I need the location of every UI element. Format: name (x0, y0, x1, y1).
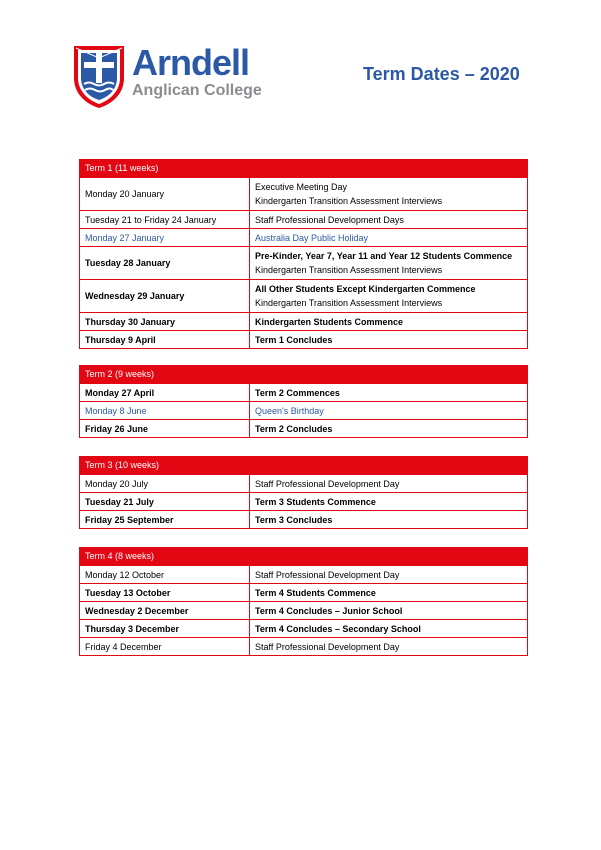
event-text: Kindergarten Transition Assessment Interviews (255, 196, 443, 206)
table-row (80, 312, 527, 330)
event-text: Staff Professional Development Day (255, 478, 400, 489)
event-text: Executive Meeting Day (255, 182, 348, 192)
term-heading: Term 2 (9 weeks) (80, 366, 527, 383)
event-text: Kindergarten Transition Assessment Interviews (255, 265, 443, 275)
event-text: Staff Professional Development Days (255, 214, 404, 225)
table-row (80, 419, 527, 437)
table-row (80, 583, 527, 601)
term-4-table (79, 547, 528, 656)
logo-name: Arndell (132, 42, 250, 83)
term-2-table (79, 365, 528, 438)
event-text: Kindergarten Transition Assessment Interviews (255, 298, 443, 308)
event-text: Queen's Birthday (255, 405, 324, 416)
table-row (80, 401, 527, 419)
date-cell: Tuesday 28 January (80, 247, 250, 279)
table-row (80, 565, 527, 583)
term-3-table (79, 456, 528, 529)
table-row (80, 228, 527, 246)
date-cell: Friday 4 December (80, 638, 250, 655)
table-row (80, 210, 527, 228)
event-text: Kindergarten Students Commence (255, 316, 404, 327)
date-cell: Thursday 9 April (80, 331, 250, 348)
event-text: Staff Professional Development Day (255, 641, 400, 652)
term-heading: Term 3 (10 weeks) (80, 457, 527, 474)
page-title: Term Dates – 2020 (363, 64, 520, 84)
date-cell: Monday 27 April (80, 384, 250, 401)
table-row (80, 246, 527, 279)
event-text: Term 3 Concludes (255, 514, 333, 525)
date-cell: Friday 25 September (80, 511, 250, 528)
date-cell: Monday 20 July (80, 475, 250, 492)
table-row (80, 637, 527, 655)
date-cell: Friday 26 June (80, 420, 250, 437)
date-cell: Tuesday 21 to Friday 24 January (80, 211, 250, 228)
date-cell: Wednesday 29 January (80, 280, 250, 312)
table-row (80, 492, 527, 510)
event-text: Term 4 Concludes – Junior School (255, 605, 403, 616)
college-crest-icon (72, 44, 126, 110)
event-text: Pre-Kinder, Year 7, Year 11 and Year 12 Students Commence (255, 251, 513, 261)
event-text: Term 2 Commences (255, 387, 340, 398)
date-cell: Monday 8 June (80, 402, 250, 419)
event-text: Term 4 Concludes – Secondary School (255, 623, 421, 634)
table-row (80, 619, 527, 637)
table-row (80, 330, 527, 348)
event-text: Australia Day Public Holiday (255, 232, 369, 243)
event-text: Term 2 Concludes (255, 423, 333, 434)
date-cell: Wednesday 2 December (80, 602, 250, 619)
term-heading: Term 4 (8 weeks) (80, 548, 527, 565)
term-heading: Term 1 (11 weeks) (80, 160, 527, 177)
table-row (80, 510, 527, 528)
table-row (80, 383, 527, 401)
date-cell: Monday 27 January (80, 229, 250, 246)
event-text: All Other Students Except Kindergarten Commence (255, 284, 476, 294)
event-text: Staff Professional Development Day (255, 569, 400, 580)
date-cell: Tuesday 21 July (80, 493, 250, 510)
table-row (80, 279, 527, 312)
table-row (80, 177, 527, 210)
table-row (80, 601, 527, 619)
date-cell: Monday 20 January (80, 178, 250, 210)
date-cell: Thursday 30 January (80, 313, 250, 330)
event-text: Term 3 Students Commence (255, 496, 376, 507)
date-cell: Thursday 3 December (80, 620, 250, 637)
term-1-table (79, 159, 528, 349)
date-cell: Tuesday 13 October (80, 584, 250, 601)
date-cell: Monday 12 October (80, 566, 250, 583)
event-text: Term 4 Students Commence (255, 587, 376, 598)
event-text: Term 1 Concludes (255, 334, 333, 345)
logo-subtitle: Anglican College (132, 82, 262, 99)
college-logo (72, 44, 272, 108)
table-row (80, 474, 527, 492)
